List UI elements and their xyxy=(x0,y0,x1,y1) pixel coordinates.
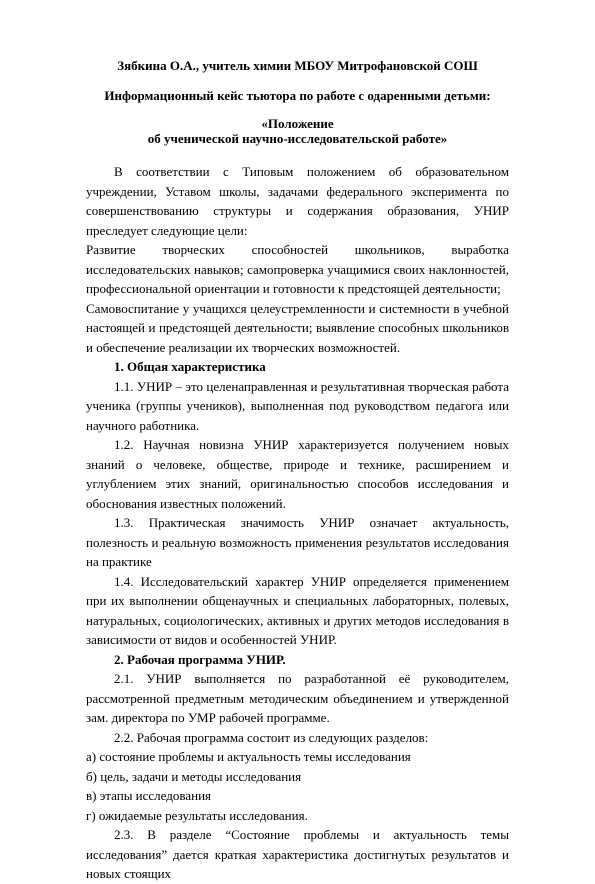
clause-2-1: 2.1. УНИР выполняется по разработанной её руководителем, рассмотренной предметным методическим объединением и утвержденной зам. директора по УМР рабочей программе. xyxy=(86,671,509,725)
case-title: Информационный кейс тьютора по работе с одаренными детьми: xyxy=(104,88,491,103)
document-body xyxy=(86,162,509,884)
document-title-line-2: об ученической научно-исследовательской работе» xyxy=(147,131,448,146)
clause-2-3: 2.3. В разделе “Состояние проблемы и актуальность темы исследования” дается краткая характеристика достигнутых результатов и новых стоящих xyxy=(86,827,509,881)
clause-2-2: 2.2. Рабочая программа состоит из следующих разделов: xyxy=(114,729,429,745)
clause-1-2: 1.2. Научная новизна УНИР характеризуется получением новых знаний о человеке, обществе, природе и технике, расширением и углублением этих знаний, оригинальностью способов исследования и обоснования известных положений. xyxy=(86,437,509,511)
list-item: б) цель, задачи и методы исследования xyxy=(86,768,302,784)
intro-paragraph: В соответствии с Типовым положением об образовательном учреждении, Уставом школы, задачами федерального эксперимента по совершенствованию структуры и содержания образования, УНИР преследует следующие цели: xyxy=(86,164,509,238)
goal-paragraph-1: Развитие творческих способностей школьников, выработка исследовательских навыков; самопроверка учащимися своих наклонностей, профессиональной ориентации и готовности к предстоящей деятельности; xyxy=(86,242,509,296)
list-item: в) этапы исследования xyxy=(86,788,212,803)
clause-1-1: 1.1. УНИР – это целенаправленная и результативная творческая работа ученика (группы учеников), выполненная под руководством педагога или научного работника. xyxy=(86,378,509,433)
goal-paragraph-2: Самовоспитание у учащихся целеустремленности и системности в учебной настоящей и предстоящей деятельности; выявление способных школьников и обеспечение реализации их творческих возможностей. xyxy=(86,300,509,355)
clause-1-3: 1.3. Практическая значимость УНИР означает актуальность, полезность и реальную возможность применения результатов исследования на практике xyxy=(86,515,509,569)
section-heading-2: 2. Рабочая программа УНИР. xyxy=(114,651,286,667)
author-line: Зябкина О.А., учитель химии МБОУ Митрофановской СОШ xyxy=(117,58,478,73)
list-item: а) состояние проблемы и актуальность темы исследования xyxy=(86,749,411,764)
section-heading-1: 1. Общая характеристика xyxy=(114,359,266,374)
clause-1-4: 1.4. Исследовательский характер УНИР определяется применением при их выполнении общенаучных и специальных лабораторных, полевых, натуральных, социологических, активных и других методов исследования в зависимости от видов и особенностей УНИР. xyxy=(86,573,509,647)
document-title-line-1: «Положение xyxy=(261,116,334,131)
list-item: г) ожидаемые результаты исследования. xyxy=(86,807,308,823)
